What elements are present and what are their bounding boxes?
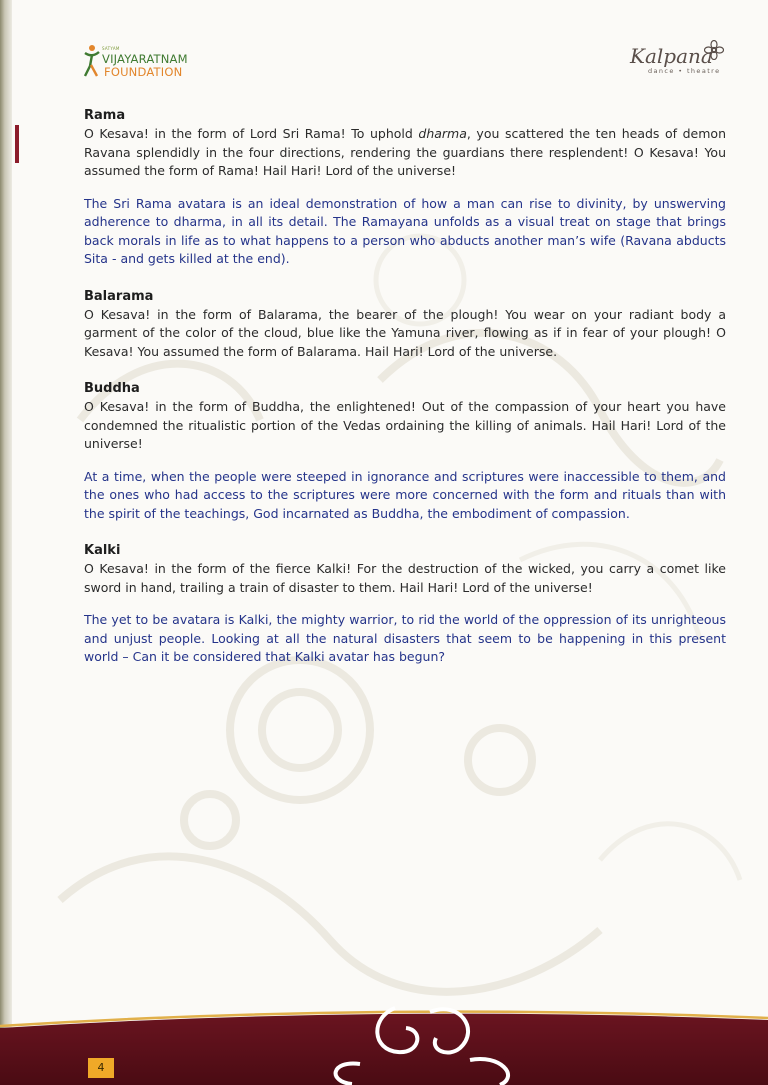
commentary-line: adherence to dharma, in all its detail. The Ramayana unfolds as a visual treat on stage that brings back (84, 214, 726, 248)
page-header (0, 0, 768, 100)
commentary-line: spirit of the teachings, God incarnated as Buddha, the embodiment of compassion. (108, 505, 630, 521)
commentary-line: and gets killed at the end). (120, 251, 290, 266)
commentary-paragraph (84, 468, 726, 524)
commentary-line: At a time, when the people were steeped in ignorance and scriptures were inaccessible to them, and (84, 468, 726, 484)
logo-tag: SATYAM (102, 46, 120, 51)
section-rama (84, 106, 726, 269)
kalpana-logo (626, 40, 726, 78)
flower-icon (704, 40, 724, 60)
verse-paragraph (84, 398, 726, 454)
emphasis-dharma: dharma (418, 126, 467, 141)
verse-line: universe! (84, 436, 143, 451)
verse-paragraph (84, 125, 726, 181)
dancer-figure-icon (82, 44, 102, 78)
logo-line-1: VIJAYARATNAM (102, 52, 188, 66)
page-content (84, 106, 726, 667)
verse-line: O Kesava! in the form of Balarama, the bearer of the plough! You wear on your radiant body a garment (84, 306, 726, 340)
verse-line: Ravana splendidly in the four directions, rendering the guardians there resplendent! O Kesava! You (84, 144, 726, 160)
logo-line-2: FOUNDATION (104, 65, 183, 79)
verse-paragraph (84, 306, 726, 362)
verse-line: O Kesava! in the form of Buddha, the enlightened! Out of the compassion of your heart you have (84, 399, 726, 414)
section-balarama (84, 287, 726, 362)
section-kalki (84, 541, 726, 667)
verse-line: in hand, trailing a train of disaster to them. Hail Hari! Lord of the universe! (125, 579, 593, 595)
verse-paragraph (84, 560, 726, 597)
commentary-line: morals in life as to what happens to a person who abducts another man’s wife (Ravana abducts Sita - (84, 232, 726, 266)
verse-line: assumed the form of Balarama. Hail Hari! Lord of the universe. (163, 343, 558, 359)
commentary-line: the ones who had access to the scriptures were more concerned with the form and rituals than with the (84, 487, 726, 521)
verse-line: O Kesava! in the form of the fierce Kalki! For the destruction of the wicked, you carry a comet like sword (84, 561, 726, 595)
page-number-badge: 4 (88, 1058, 114, 1078)
kalpana-script: Kalpana (630, 44, 713, 68)
section-buddha (84, 379, 726, 523)
verse-line: condemned the ritualistic portion of the Vedas ordaining the killing of animals. Hail Hari! Lord of the (84, 417, 726, 433)
commentary-line: The Sri Rama avatara is an ideal demonstration of how a man can rise to divinity, by unswerving (84, 195, 726, 211)
footer-band (0, 990, 768, 1085)
section-title: Buddha (84, 381, 140, 396)
commentary-paragraph (84, 195, 726, 269)
verse-line: O Kesava! in the form of Lord Sri Rama! To uphold (84, 126, 419, 141)
commentary-line: The yet to be avatara is Kalki, the mighty warrior, to rid the world of the oppression of its unrighteous (84, 612, 726, 627)
vijayaratnam-foundation-logo (82, 44, 192, 80)
verse-line: , you scattered the ten heads of demon (466, 126, 726, 141)
verse-line: assumed the form of Rama! Hail Hari! Lord of the universe! (84, 163, 457, 178)
section-title: Balarama (84, 288, 154, 304)
commentary-line: – Can it be considered that Kalki avatar has begun? (122, 649, 446, 664)
section-title: Kalki (84, 543, 121, 558)
commentary-line: and unjust people. Looking at all the natural disasters that seem to be happening in this present world (84, 630, 726, 664)
verse-line: of the color of the cloud, blue like the Yamuna river, flowing as if in fear of your plough! O Kesava! You (84, 325, 726, 359)
kalpana-subtitle: dance • theatre (648, 67, 721, 75)
section-title: Rama (84, 108, 126, 123)
commentary-paragraph (84, 611, 726, 667)
